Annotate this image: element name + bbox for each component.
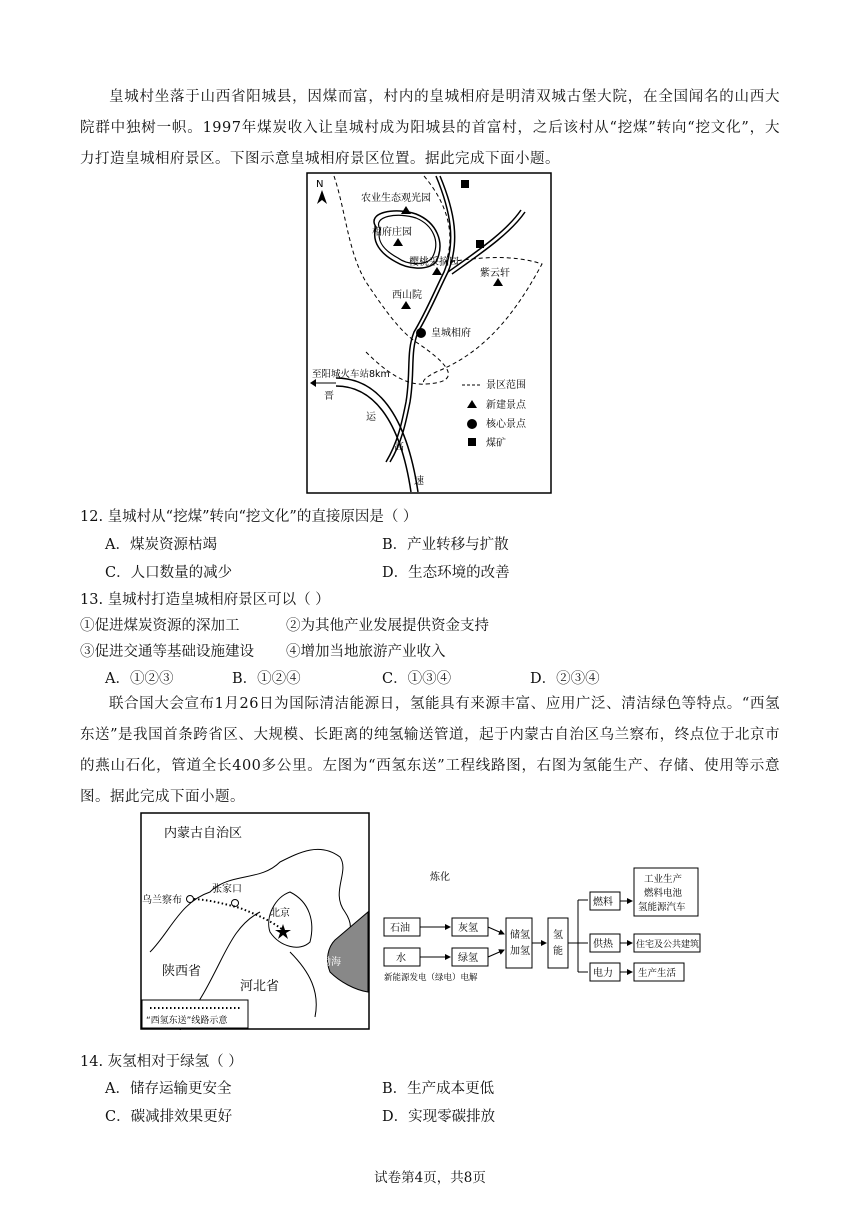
label-shaanxi: 陕西省 bbox=[162, 964, 202, 979]
label-qing2: 能 bbox=[553, 946, 563, 957]
hydrogen-flow-diagram bbox=[382, 866, 702, 990]
label-lvqing: 绿氢 bbox=[458, 953, 478, 964]
q13-option-c[interactable]: C．①③④ bbox=[382, 671, 452, 687]
legend-core-icon bbox=[467, 419, 477, 429]
page-footer: 试卷第4页，共8页 bbox=[374, 1170, 486, 1186]
map-frame bbox=[141, 813, 369, 1029]
pipeline-map bbox=[140, 812, 370, 1030]
q12-option-b[interactable]: B．产业转移与扩散 bbox=[382, 537, 509, 553]
label-ranliao: 燃料 bbox=[593, 897, 613, 908]
wulan-city-icon bbox=[187, 896, 194, 903]
label-gongre: 供热 bbox=[593, 939, 613, 950]
label-storage2: 加氢 bbox=[510, 946, 530, 957]
q14-option-b[interactable]: B．生产成本更低 bbox=[382, 1081, 495, 1097]
arrow bbox=[488, 950, 504, 957]
q13-statement-2: ②为其他产业发展提供资金支持 bbox=[286, 618, 489, 634]
label-agri: 农业生态观光园 bbox=[361, 193, 431, 204]
q13-statement-4: ④增加当地旅游产业收入 bbox=[286, 644, 446, 660]
legend-core: 核心景点 bbox=[486, 419, 526, 430]
label-ziyun: 紫云轩 bbox=[480, 268, 510, 279]
legend-mine: 煤矿 bbox=[486, 438, 506, 449]
q14-option-a[interactable]: A．储存运输更安全 bbox=[105, 1081, 232, 1097]
legend-mine-icon bbox=[468, 438, 476, 446]
legend-new: 新建景点 bbox=[486, 400, 526, 411]
intro-paragraph-1: 皇城村坐落于山西省阳城县，因煤而富，村内的皇城相府是明清双城古堡大院，在全国闻名的山西大院群中独树一帜。1997年煤炭收入让皇城村成为阳城县的首富村，之后该村从“挖煤”转向“挖文化”，大力打造皇城相府景区。下图示意皇城相府景区位置。据此完成下面小题。 bbox=[80, 89, 780, 167]
label-xiangfu: 相府庄园 bbox=[372, 227, 412, 238]
q12-option-c[interactable]: C．人口数量的减少 bbox=[105, 565, 233, 581]
label-dianli: 电力 bbox=[593, 968, 613, 979]
intro-paragraph-2: 联合国大会宣布1月26日为国际清洁能源日，氢能具有来源丰富、应用广泛、清洁绿色等特点。“西氢东送”是我国首条跨省区、大规模、长距离的纯氢输送管道，起于内蒙古自治区乌兰察布，终点位于北京市的燕山石化，管道全长400多公里。左图为“西氢东送”工程线路图，右图为氢能生产、存储、使用等示意图。据此完成下面小题。 bbox=[80, 696, 780, 805]
q12-option-d[interactable]: D．生态环境的改善 bbox=[382, 565, 510, 581]
label-station: 至阳城火车站8km bbox=[312, 369, 390, 380]
label-huangcheng: 皇城相府 bbox=[431, 328, 471, 339]
label-hw-jin: 晋 bbox=[324, 391, 334, 402]
box-storage bbox=[506, 918, 532, 968]
q13-statement-3: ③促进交通等基础设施建设 bbox=[80, 644, 254, 660]
label-cherry: 樱桃采摘园 bbox=[409, 257, 459, 268]
arrow bbox=[488, 927, 504, 934]
label-storage1: 储氢 bbox=[510, 930, 530, 941]
label-beijing: 北京 bbox=[270, 908, 290, 919]
label-shui: 水 bbox=[396, 953, 406, 964]
label-use2: 住宅及公共建筑 bbox=[636, 940, 700, 950]
branch-lines bbox=[568, 900, 588, 972]
label-xishan: 西山院 bbox=[392, 290, 422, 301]
label-use1b: 燃料电池 bbox=[644, 888, 683, 899]
label-electro: 新能源发电（绿电）电解 bbox=[384, 973, 478, 983]
q13-option-b[interactable]: B．①②④ bbox=[232, 671, 301, 687]
q13-option-d[interactable]: D．②③④ bbox=[530, 671, 600, 687]
q13-statement-1: ①促进煤炭资源的深加工 bbox=[80, 618, 240, 634]
q12-option-a[interactable]: A．煤炭资源枯竭 bbox=[105, 537, 217, 553]
label-qing1: 氢 bbox=[553, 930, 563, 941]
coal-mine-icon bbox=[461, 180, 469, 188]
label-hebei: 河北省 bbox=[240, 979, 280, 994]
label-use3: 生产生活 bbox=[638, 968, 677, 979]
q14-option-c[interactable]: C．碳减排效果更好 bbox=[105, 1109, 233, 1125]
label-zhangjiakou: 张家口 bbox=[212, 884, 242, 895]
label-hw-yun: 运 bbox=[366, 412, 376, 423]
label-bohai: 渤海 bbox=[321, 957, 341, 968]
zhangjiakou-city-icon bbox=[232, 900, 239, 907]
label-hw-gao: 高 bbox=[394, 442, 404, 453]
label-shiyou: 石油 bbox=[390, 923, 410, 934]
coal-mine-icon bbox=[476, 240, 484, 248]
label-hw-su: 速 bbox=[414, 476, 424, 487]
label-use1a: 工业生产 bbox=[644, 874, 683, 885]
label-lianhua: 炼化 bbox=[430, 872, 450, 883]
legend-range: 景区范围 bbox=[486, 380, 526, 391]
label-huiqing: 灰氢 bbox=[458, 923, 478, 934]
scenic-area-map bbox=[306, 172, 552, 494]
label-neimeng: 内蒙古自治区 bbox=[164, 826, 243, 841]
label-use1c: 氢能源汽车 bbox=[638, 902, 686, 913]
q12-stem: 12. 皇城村从“挖煤”转向“挖文化”的直接原因是（ ） bbox=[80, 509, 418, 525]
q13-option-a[interactable]: A．①②③ bbox=[105, 671, 174, 687]
box-qing bbox=[548, 918, 568, 968]
q13-stem: 13. 皇城村打造皇城相府景区可以（ ） bbox=[80, 592, 330, 608]
core-spot-icon bbox=[416, 328, 426, 338]
north-label: N bbox=[316, 179, 324, 190]
q14-option-d[interactable]: D．实现零碳排放 bbox=[382, 1109, 496, 1125]
legend-route-label: “西氢东送”线路示意 bbox=[146, 1016, 228, 1026]
label-wulan: 乌兰察布 bbox=[142, 895, 182, 906]
q14-stem: 14. 灰氢相对于绿氢（ ） bbox=[80, 1054, 243, 1070]
